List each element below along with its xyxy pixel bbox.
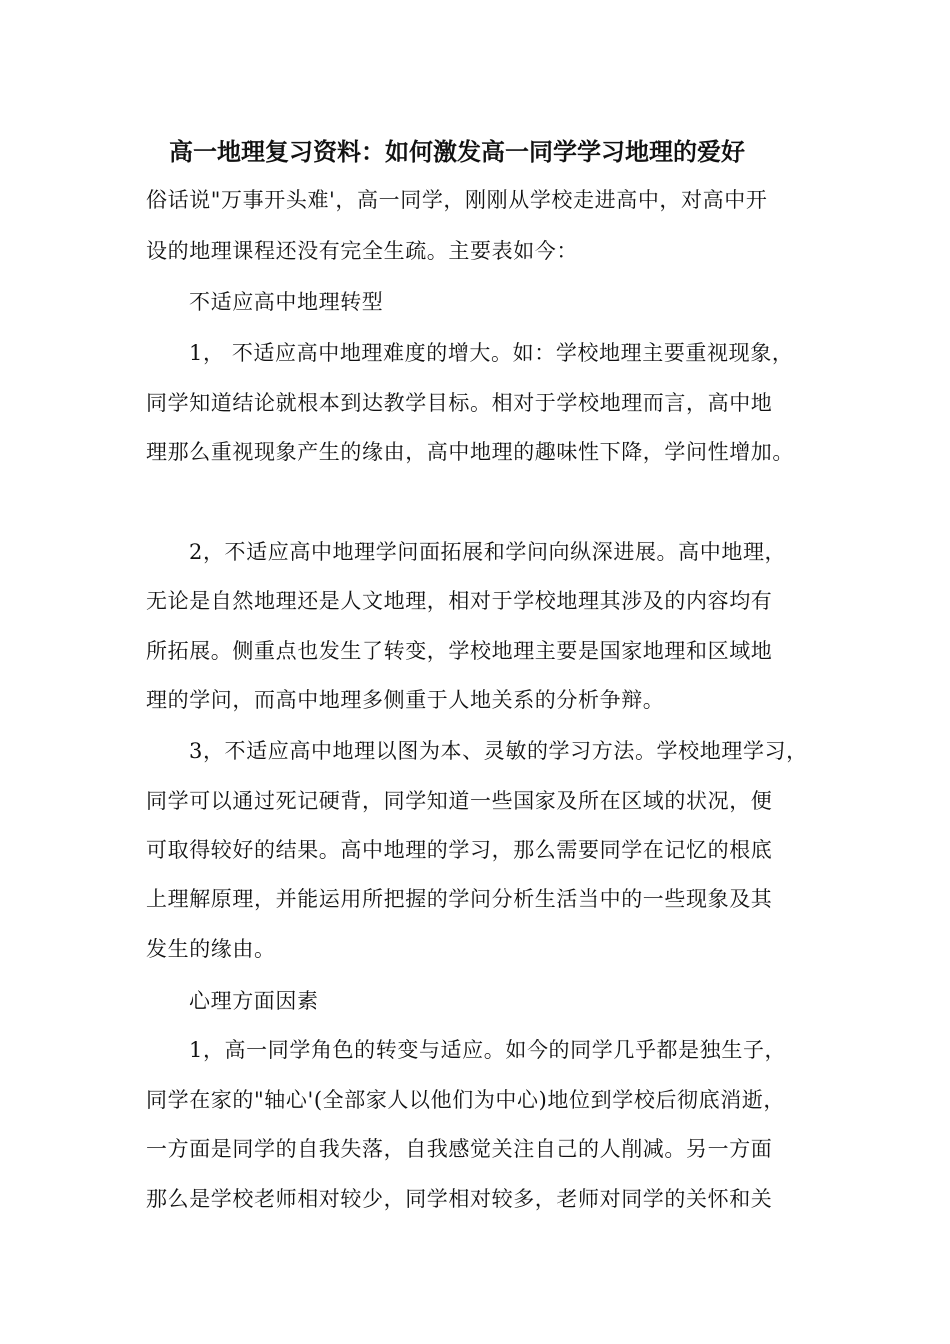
paragraph-line-5: 同学知道结论就根本到达教学目标。相对于学校地理而言，高中地	[146, 391, 773, 415]
paragraph-line-19: 一方面是同学的自我失落，自我感觉关注自己的人削减。另一方面	[146, 1137, 773, 1161]
paragraph-line-15: 发生的缘由。	[146, 937, 276, 961]
paragraph-line-12: 同学可以通过死记硬背，同学知道一些国家及所在区域的状况，便	[146, 789, 773, 813]
section-heading-adapt: 不适应高中地理转型	[189, 290, 384, 314]
paragraph-line-18: 同学在家的"轴心'(全部家人以他们为中心)地位到学校后彻底消逝，	[146, 1088, 786, 1112]
paragraph-line-11: 3，不适应高中地理以图为本、灵敏的学习方法。学校地理学习，	[189, 739, 808, 763]
paragraph-line-1: 俗话说"万事开头难'，高一同学，刚刚从学校走进高中，对高中开	[146, 188, 768, 212]
section-heading-psychology: 心理方面因素	[189, 989, 319, 1013]
paragraph-line-7: 2，不适应高中地理学问面拓展和学问向纵深进展。高中地理，	[189, 540, 787, 564]
paragraph-line-4: 1， 不适应高中地理难度的增大。如：学校地理主要重视现象，	[189, 341, 794, 365]
document-title: 高一地理复习资料：如何激发高一同学学习地理的爱好	[169, 137, 745, 166]
paragraph-line-17: 1，高一同学角色的转变与适应。如今的同学几乎都是独生子，	[189, 1038, 787, 1062]
paragraph-line-10: 理的学问，而高中地理多侧重于人地关系的分析争辩。	[146, 688, 665, 712]
paragraph-line-8: 无论是自然地理还是人文地理，相对于学校地理其涉及的内容均有	[146, 589, 773, 613]
paragraph-line-14: 上理解原理，并能运用所把握的学问分析生活当中的一些现象及其	[146, 887, 773, 911]
paragraph-line-9: 所拓展。侧重点也发生了转变，学校地理主要是国家地理和区域地	[146, 639, 773, 663]
paragraph-line-6: 理那么重视现象产生的缘由，高中地理的趣味性下降，学问性增加。	[146, 440, 794, 464]
paragraph-line-20: 那么是学校老师相对较少，同学相对较多，老师对同学的关怀和关	[146, 1187, 773, 1211]
paragraph-line-13: 可取得较好的结果。高中地理的学习，那么需要同学在记忆的根底	[146, 838, 773, 862]
paragraph-line-2: 设的地理课程还没有完全生疏。主要表如今：	[146, 239, 578, 263]
